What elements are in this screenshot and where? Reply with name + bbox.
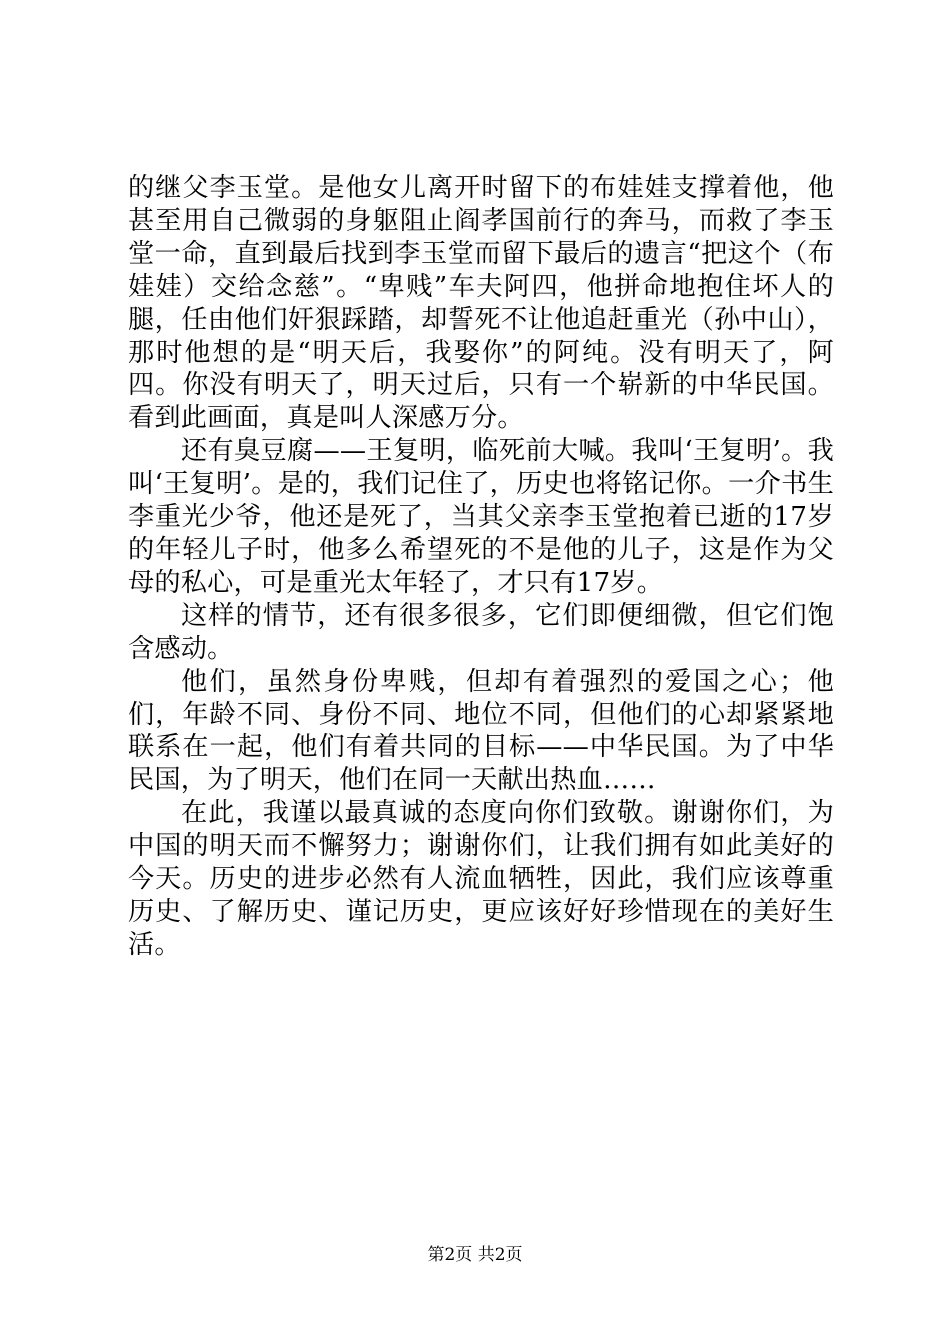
paragraph-1: 的继父李玉堂。是他女儿离开时留下的布娃娃支撑着他，他甚至用自己微弱的身躯阻止阎孝国前行的奔马，而救了李玉堂一命，直到最后找到李玉堂而留下最后的遗言“把这个（布娃娃）交给念慈”。“卑贱”车夫阿四，他拼命地抱住坏人的腿，任由他们奸狠踩踏，却誓死不让他追赶重光（孙中山），那时他想的是“明天后，我娶你”的阿纯。没有明天了，阿四。你没有明天了，明天过后，只有一个崭新的中华民国。看到此画面，真是叫人深感万分。 [128, 173, 834, 434]
page-number-footer: 第2页 共2页 [427, 1245, 523, 1265]
paragraph-2: 还有臭豆腐——王复明，临死前大喊。我叫‘王复明’。我叫‘王复明’。是的，我们记住了，历史也将铭记你。一介书生李重光少爷，他还是死了，当其父亲李玉堂抱着已逝的17岁的年轻儿子时，他多么希望死的不是他的儿子，这是作为父母的私心，可是重光太年轻了，才只有17岁。 [128, 436, 834, 598]
document-body [128, 172, 834, 962]
paragraph-3: 这样的情节，还有很多很多，它们即便细微，但它们饱含感动。 [128, 600, 834, 664]
paragraph-4: 他们，虽然身份卑贱，但却有着强烈的爱国之心；他们，年龄不同、身份不同、地位不同，但他们的心却紧紧地联系在一起，他们有着共同的目标——中华民国。为了中华民国，为了明天，他们在同一天献出热血…… [128, 666, 834, 796]
paragraph-5: 在此，我谨以最真诚的态度向你们致敬。谢谢你们，为中国的明天而不懈努力；谢谢你们，让我们拥有如此美好的今天。历史的进步必然有人流血牺牲，因此，我们应该尊重历史、了解历史、谨记历史，更应该好好珍惜现在的美好生活。 [128, 798, 834, 960]
